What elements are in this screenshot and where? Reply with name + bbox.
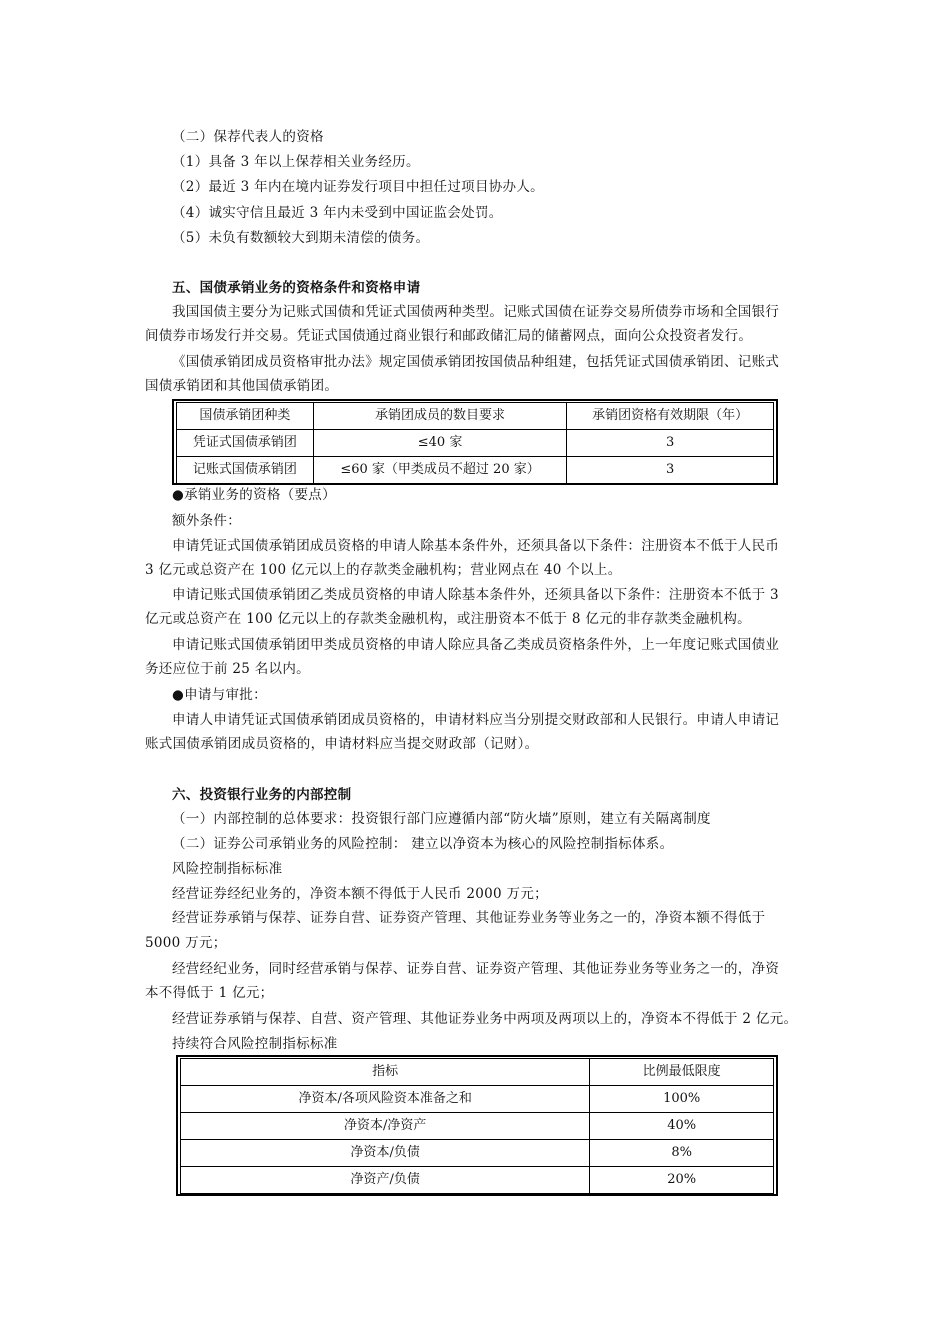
table-row (181, 1113, 774, 1140)
table-cell: 净资产/负债 (181, 1167, 590, 1194)
label-text: 持续符合风险控制指标标准 (172, 1036, 338, 1052)
bond-syndicate-table (176, 402, 774, 484)
table-header-cell: 承销团成员的数目要求 (313, 403, 567, 430)
list-item: （1）具备 3 年以上保荐相关业务经历。 (172, 154, 420, 170)
bullet-point: ●申请与审批： (172, 687, 267, 703)
paragraph-line: 亿元或总资产在 100 亿元以上的存款类金融机构，或注册资本不低于 8 亿元的非存款类金融机构。 (145, 611, 751, 627)
list-item: （2）最近 3 年内在境内证券发行项目中担任过项目协办人。 (172, 179, 544, 195)
table-cell: 3 (567, 430, 774, 457)
table-header-cell: 比例最低限度 (590, 1059, 774, 1086)
table-header-cell: 指标 (181, 1059, 590, 1086)
paragraph-line: 经营证券经纪业务的，净资本额不得低于人民币 2000 万元； (172, 886, 548, 902)
table-header-cell: 承销团资格有效期限（年） (567, 403, 774, 430)
list-item: （4）诚实守信且最近 3 年内未受到中国证监会处罚。 (172, 205, 503, 221)
paragraph-line: 5000 万元； (145, 935, 227, 951)
subsection-title: （二）保荐代表人的资格 (172, 129, 324, 145)
label-text: 额外条件： (172, 513, 241, 529)
table-cell: 凭证式国债承销团 (177, 430, 314, 457)
paragraph-line: 务还应位于前 25 名以内。 (145, 661, 310, 677)
table-cell: 100% (590, 1086, 774, 1113)
paragraph-line: 本不得低于 1 亿元； (145, 985, 274, 1001)
bullet-point: ●承销业务的资格（要点） (172, 487, 336, 503)
paragraph-line: （二）证券公司承销业务的风险控制： 建立以净资本为核心的风险控制指标体系。 (172, 836, 674, 852)
table-row (181, 1167, 774, 1194)
table-cell: 40% (590, 1113, 774, 1140)
table-row (177, 457, 774, 484)
risk-indicator-table (180, 1058, 774, 1194)
paragraph-line: 经营证券承销与保荐、自营、资产管理、其他证券业务中两项及两项以上的，净资本不得低于 2 亿元。 (172, 1011, 798, 1027)
paragraph-line: 申请凭证式国债承销团成员资格的申请人除基本条件外，还须具备以下条件：注册资本不低于人民币 (172, 538, 780, 554)
table-header-cell: 国债承销团种类 (177, 403, 314, 430)
list-item: （5）未负有数额较大到期未清偿的债务。 (172, 230, 430, 246)
table-header-row (181, 1059, 774, 1086)
paragraph-line: （一）内部控制的总体要求：投资银行部门应遵循内部“防火墙”原则，建立有关隔离制度 (172, 811, 711, 827)
table-row (181, 1086, 774, 1113)
table-cell: 净资本/净资产 (181, 1113, 590, 1140)
section-heading: 六、投资银行业务的内部控制 (172, 787, 352, 803)
paragraph-line: 我国国债主要分为记账式国债和凭证式国债两种类型。记账式国债在证券交易所债券市场和全国银行 (172, 304, 780, 320)
paragraph-line: 间债券市场发行并交易。凭证式国债通过商业银行和邮政储汇局的储蓄网点，面向公众投资者发行。 (145, 328, 753, 344)
paragraph-line: 申请记账式国债承销团乙类成员资格的申请人除基本条件外，还须具备以下条件：注册资本不低于 3 (172, 587, 779, 603)
paragraph-line: 经营证券承销与保荐、证券自营、证券资产管理、其他证券业务等业务之一的，净资本额不得低于 (172, 910, 766, 926)
label-text: 风险控制指标标准 (172, 861, 283, 877)
table-cell: 8% (590, 1140, 774, 1167)
table-cell: 20% (590, 1167, 774, 1194)
table-cell: 3 (567, 457, 774, 484)
paragraph-line: 申请人申请凭证式国债承销团成员资格的，申请材料应当分别提交财政部和人民银行。申请人申请记 (172, 712, 780, 728)
paragraph-line: 账式国债承销团成员资格的，申请材料应当提交财政部（记财）。 (145, 736, 539, 752)
table-header-row (177, 403, 774, 430)
paragraph-line: 经营经纪业务，同时经营承销与保荐、证券自营、证券资产管理、其他证券业务等业务之一的，净资 (172, 961, 780, 977)
table-row (181, 1140, 774, 1167)
paragraph-line: 申请记账式国债承销团甲类成员资格的申请人除应具备乙类成员资格条件外，上一年度记账式国债业 (172, 637, 780, 653)
paragraph-line: 《国债承销团成员资格审批办法》规定国债承销团按国债品种组建，包括凭证式国债承销团、记账式 (172, 354, 780, 370)
table-row (177, 430, 774, 457)
table-cell: 净资本/各项风险资本准备之和 (181, 1086, 590, 1113)
table-cell: ≤40 家 (313, 430, 567, 457)
paragraph-line: 3 亿元或总资产在 100 亿元以上的存款类金融机构；营业网点在 40 个以上。 (145, 562, 622, 578)
table-cell: 净资本/负债 (181, 1140, 590, 1167)
paragraph-line: 国债承销团和其他国债承销团。 (145, 378, 339, 394)
table-cell: 记账式国债承销团 (177, 457, 314, 484)
section-heading: 五、国债承销业务的资格条件和资格申请 (172, 280, 421, 296)
table-cell: ≤60 家（甲类成员不超过 20 家） (313, 457, 567, 484)
